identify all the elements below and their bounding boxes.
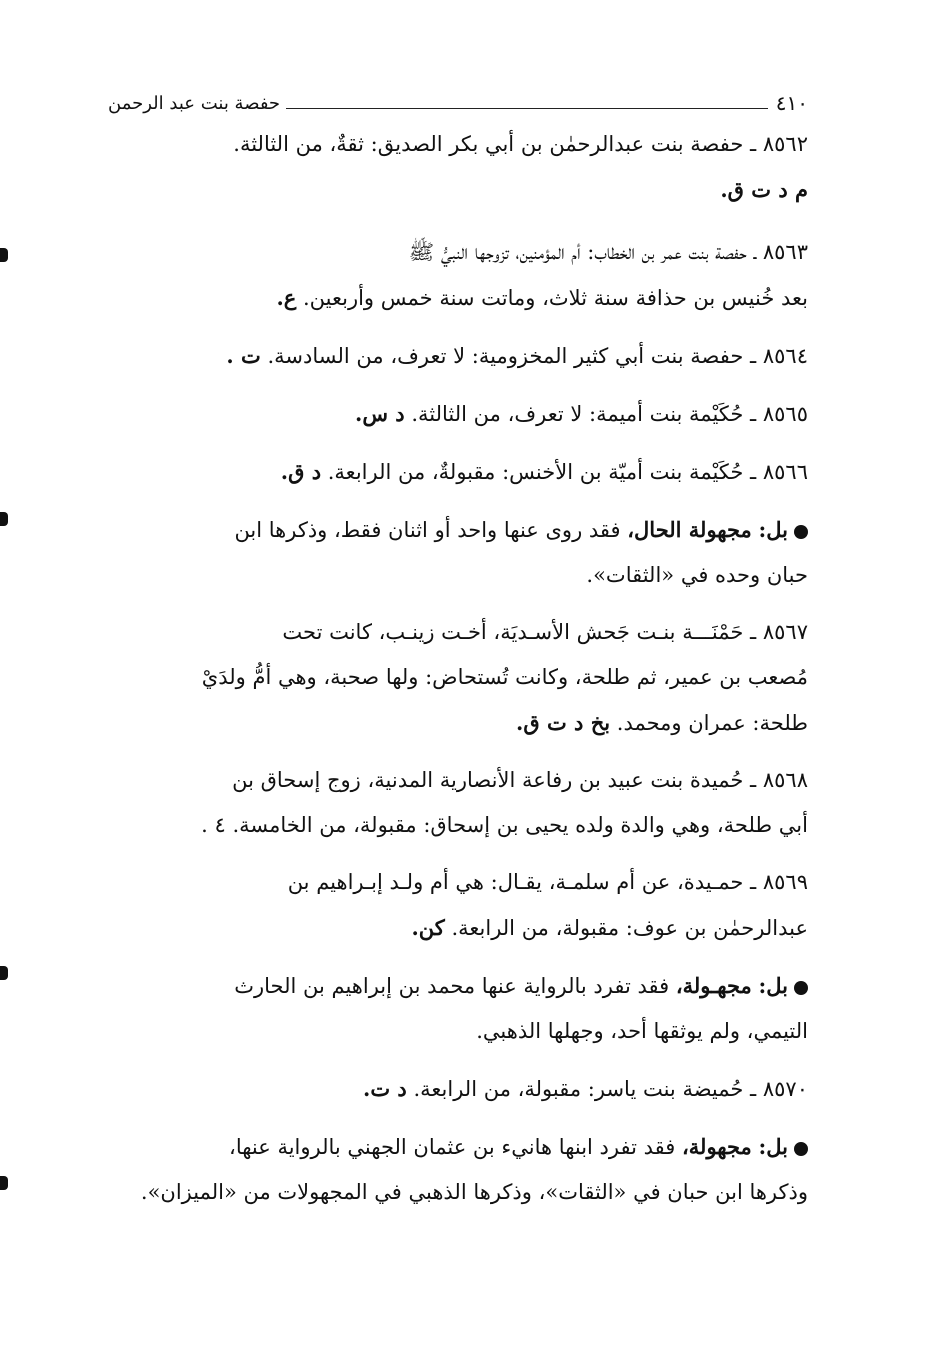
- entry-line: ٨٥٦٨ ـ حُميدة بنت عبيد بن رفاعة الأنصارية المدنية، زوج إسحاق بن: [232, 768, 808, 792]
- page-edge-mark-4: [0, 1176, 8, 1190]
- header-rule: [286, 108, 768, 109]
- entry-8567: [108, 610, 808, 746]
- note-prefix: بل:: [758, 517, 788, 542]
- entry-line: ٨٥٦٩ ـ حمـيدة، عن أم سلمـة، يقـال: هي أم ولـد إبـراهيم بن: [287, 870, 808, 894]
- rijal-codes: كن.: [411, 915, 445, 940]
- entry-line: طلحة: عمران ومحمد.: [616, 711, 808, 735]
- page-number: ٤١٠: [775, 91, 808, 115]
- header-title: حفصة بنت عبد الرحمن: [108, 92, 281, 114]
- note-text: فقد روى عنها واحد أو اثنان فقط، وذكرها ابن: [234, 518, 621, 542]
- entry-8569: [108, 860, 808, 951]
- page-edge-mark-3: [0, 966, 8, 980]
- entry-8564: [108, 333, 808, 379]
- entry-8568: [108, 758, 808, 848]
- entry-line: ٨٥٦٣ ـ حفصة بنت عمر بن الخطاب: أم المؤمنين، تزوجها النبيُّ ﷺ: [408, 240, 808, 264]
- entry-8562: [108, 122, 808, 212]
- entry-8570: [108, 1066, 808, 1112]
- entry-line: ٨٥٦٢ ـ حفصة بنت عبدالرحمٰن بن أبي بكر الصديق: ثقةٌ، من الثالثة.: [233, 132, 808, 156]
- editor-note-2: [108, 963, 808, 1054]
- rijal-codes: م د ت ق.: [720, 177, 808, 202]
- entry-line: مُصعب بن عمير، ثم طلحة، وكانت تُستحاض: ولها صحبة، وهي أمُّ ولدَيْ: [201, 665, 808, 689]
- entry-line: ٨٥٦٦ ـ حُكَيْمة بنت أميّة بن الأخنس: مقبولةٌ، من الرابعة.: [327, 460, 808, 484]
- rijal-codes: د س.: [355, 401, 405, 426]
- entry-8566: [108, 449, 808, 495]
- editor-note-3: [108, 1124, 808, 1215]
- note-bold: مجهـولة،: [675, 973, 752, 998]
- editor-note-1: [108, 507, 808, 598]
- rijal-codes: ت .: [226, 343, 261, 368]
- note-bold: مجهولة الحال،: [627, 517, 752, 542]
- note-prefix: بل:: [758, 973, 788, 998]
- entry-8563: [108, 230, 808, 321]
- entry-line: ٨٥٦٥ ـ حُكَيْمة بنت أميمة: لا تعرف، من الثالثة.: [411, 402, 808, 426]
- rijal-codes: د ق.: [280, 459, 322, 484]
- note-bold: مجهولة،: [682, 1134, 752, 1159]
- page-edge-mark-1: [0, 248, 8, 262]
- bullet-dot-icon: [794, 525, 808, 539]
- entry-line: عبدالرحمٰن بن عوف: مقبولة، من الرابعة.: [451, 916, 808, 940]
- note-text: التيمي، ولم يوثقها أحد، وجهلها الذهبي.: [476, 1019, 808, 1043]
- entry-line: ٨٥٦٧ ـ حَمْنَـــة بنـت جَحش الأسـديَة، أخـت زينـب، كانت تحت: [282, 620, 808, 644]
- note-text: فقد تفرد ابنها هانيء بن عثمان الجهني بالرواية عنها،: [229, 1135, 676, 1159]
- entry-line: أبي طلحة، وهي والدة ولده يحيى بن إسحاق: مقبولة، من الخامسة. ٤ .: [201, 813, 808, 837]
- entry-line: بعد خُنيس بن حذافة سنة ثلاث، وماتت سنة خمس وأربعين.: [302, 286, 808, 310]
- rijal-codes: بخ د ت ق.: [516, 710, 611, 735]
- note-text: حبان وحده في «الثقات».: [586, 563, 808, 587]
- bullet-dot-icon: [794, 981, 808, 995]
- entry-8565: [108, 391, 808, 437]
- entry-line: ٨٥٦٤ ـ حفصة بنت أبي كثير المخزومية: لا تعرف، من السادسة.: [267, 344, 808, 368]
- document-page: [108, 88, 808, 1227]
- entry-line: ٨٥٧٠ ـ حُميضة بنت ياسر: مقبولة، من الرابعة.: [413, 1077, 808, 1101]
- note-prefix: بل:: [758, 1134, 788, 1159]
- rijal-codes: ع.: [276, 285, 297, 310]
- note-text: فقد تفرد بالرواية عنها محمد بن إبراهيم بن الحارث: [234, 974, 670, 998]
- rijal-codes: د ت.: [363, 1076, 407, 1101]
- page-edge-mark-2: [0, 512, 8, 526]
- running-header: [108, 88, 808, 118]
- note-text: وذكرها ابن حبان في «الثقات»، وذكرها الذهبي في المجهولات من «الميزان».: [140, 1180, 808, 1204]
- bullet-dot-icon: [794, 1142, 808, 1156]
